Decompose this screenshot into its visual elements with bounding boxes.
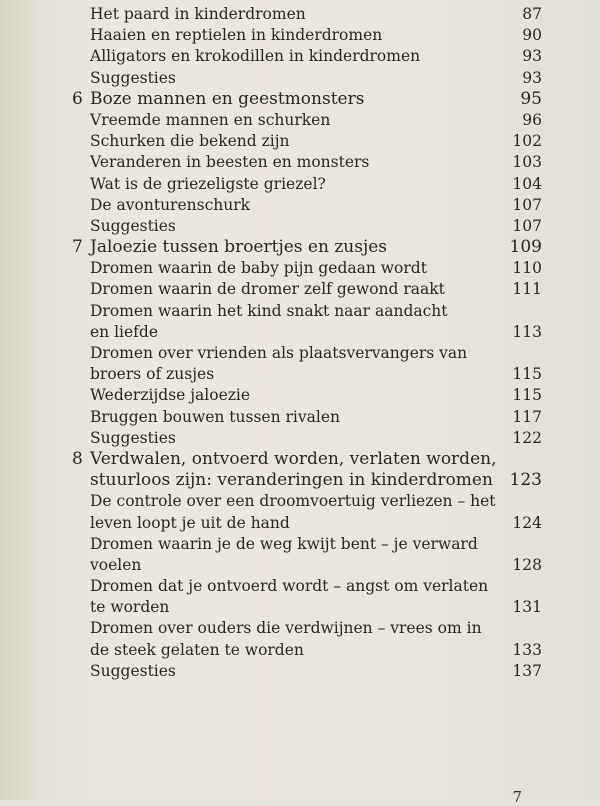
toc-entry-title: Dromen dat je ontvoerd wordt – angst om verlaten — [90, 577, 489, 596]
toc-entry-row — [72, 597, 542, 618]
toc-page-number: 104 — [512, 174, 542, 193]
toc-entry-title: te worden — [90, 598, 170, 617]
toc-entry-title: Suggesties — [90, 68, 176, 87]
toc-page-number: 123 — [509, 470, 542, 491]
toc-entry-row — [72, 640, 542, 661]
toc-entry-title: Dromen over ouders die verdwijnen – vrees om in — [90, 619, 482, 638]
toc-chapter-row — [72, 237, 542, 258]
toc-entry-title: Dromen waarin de dromer zelf gewond raakt — [90, 280, 445, 299]
toc-entry-title: Suggesties — [90, 661, 176, 680]
table-of-contents — [72, 4, 542, 682]
toc-entry-title: en liefde — [90, 322, 159, 341]
toc-entry-title: de steek gelaten te worden — [90, 640, 304, 659]
toc-entry-row — [72, 216, 542, 237]
toc-entry-title: voelen — [90, 555, 142, 574]
toc-page-number: 137 — [512, 661, 542, 680]
toc-entry-row — [72, 68, 542, 89]
toc-entry-row — [72, 407, 542, 428]
toc-entry-row — [72, 513, 542, 534]
toc-entry-title: Bruggen bouwen tussen rivalen — [90, 407, 340, 426]
toc-page-number: 90 — [522, 26, 542, 45]
toc-entry-row — [72, 301, 542, 322]
toc-entry-row — [72, 364, 542, 385]
toc-entry-row — [72, 618, 542, 639]
toc-entry-row — [72, 174, 542, 195]
toc-page-number: 110 — [512, 259, 542, 278]
toc-entry-row — [72, 661, 542, 682]
toc-entry-title: Veranderen in beesten en monsters — [90, 153, 370, 172]
toc-entry-title: Dromen waarin het kind snakt naar aandacht — [90, 301, 448, 320]
toc-entry-row — [72, 385, 542, 406]
chapter-number: 7 — [72, 237, 83, 258]
toc-page-number: 115 — [512, 386, 542, 405]
toc-entry-title: Dromen waarin de baby pijn gedaan wordt — [90, 259, 427, 278]
toc-page-number: 93 — [522, 47, 542, 66]
toc-page-number: 96 — [522, 110, 542, 129]
toc-entry-title: Wederzijdse jaloezie — [90, 386, 251, 405]
toc-entry-row — [72, 25, 542, 46]
toc-entry-title: broers of zusjes — [90, 365, 215, 384]
toc-page-number: 95 — [520, 88, 542, 109]
toc-entry-title: Dromen waarin je de weg kwijt bent – je verward — [90, 534, 478, 553]
toc-page-number: 131 — [512, 598, 542, 617]
toc-page-number: 133 — [512, 640, 542, 659]
toc-page-number: 103 — [512, 153, 542, 172]
toc-entry-row — [72, 322, 542, 343]
toc-entry-row — [72, 470, 542, 491]
toc-entry-row — [72, 110, 542, 131]
toc-entry-title: De avonturenschurk — [90, 195, 251, 214]
toc-entry-title: Het paard in kinderdromen — [90, 5, 306, 23]
toc-entry-title: Suggesties — [90, 216, 176, 235]
toc-entry-title: De controle over een droomvoertuig verliezen – het — [90, 492, 496, 511]
toc-entry-row — [72, 534, 542, 555]
toc-page-number: 122 — [512, 428, 542, 447]
toc-entry-title: Verdwalen, ontvoerd worden, verlaten worden, — [90, 448, 497, 469]
toc-page-number: 107 — [512, 216, 542, 235]
toc-entry-row — [72, 428, 542, 449]
toc-entry-row — [72, 131, 542, 152]
toc-page-number: 117 — [512, 407, 542, 426]
toc-page-number: 115 — [512, 365, 542, 384]
page-number: 7 — [512, 788, 522, 806]
toc-entry-title: Jaloezie tussen broertjes en zusjes — [90, 237, 388, 258]
toc-page-number: 87 — [522, 5, 542, 23]
toc-chapter-row — [72, 89, 542, 110]
toc-entry-row — [72, 555, 542, 576]
toc-entry-title: Suggesties — [90, 428, 176, 447]
toc-entry-title: leven loopt je uit de hand — [90, 513, 290, 532]
toc-chapter-row — [72, 449, 542, 470]
toc-entry-row — [72, 46, 542, 67]
chapter-number: 6 — [72, 88, 83, 109]
toc-page-number: 124 — [512, 513, 542, 532]
toc-entry-title: Alligators en krokodillen in kinderdromen — [90, 47, 421, 66]
toc-entry-row — [72, 279, 542, 300]
toc-entry-title: Schurken die bekend zijn — [90, 132, 290, 151]
chapter-number: 8 — [72, 448, 83, 469]
toc-entry-title: Wat is de griezeligste griezel? — [90, 174, 326, 193]
toc-entry-row — [72, 195, 542, 216]
toc-entry-row — [72, 343, 542, 364]
toc-page-number: 109 — [509, 237, 542, 258]
toc-entry-row — [72, 4, 542, 25]
toc-page-number: 102 — [512, 132, 542, 151]
toc-entry-title: Vreemde mannen en schurken — [90, 110, 331, 129]
toc-entry-row — [72, 258, 542, 279]
toc-entry-title: stuurloos zijn: veranderingen in kinderdromen — [90, 470, 493, 491]
toc-page-number: 113 — [512, 322, 542, 341]
toc-entry-title: Dromen over vrienden als plaatsvervangers van — [90, 344, 468, 362]
toc-page-number: 111 — [512, 280, 542, 299]
toc-entry-title: Haaien en reptielen in kinderdromen — [90, 26, 383, 45]
toc-page-number: 107 — [512, 195, 542, 214]
toc-page-number: 128 — [512, 555, 542, 574]
toc-entry-row — [72, 152, 542, 173]
toc-page-number: 93 — [522, 68, 542, 87]
toc-entry-row — [72, 491, 542, 512]
toc-entry-row — [72, 576, 542, 597]
toc-entry-title: Boze mannen en geestmonsters — [90, 88, 365, 109]
